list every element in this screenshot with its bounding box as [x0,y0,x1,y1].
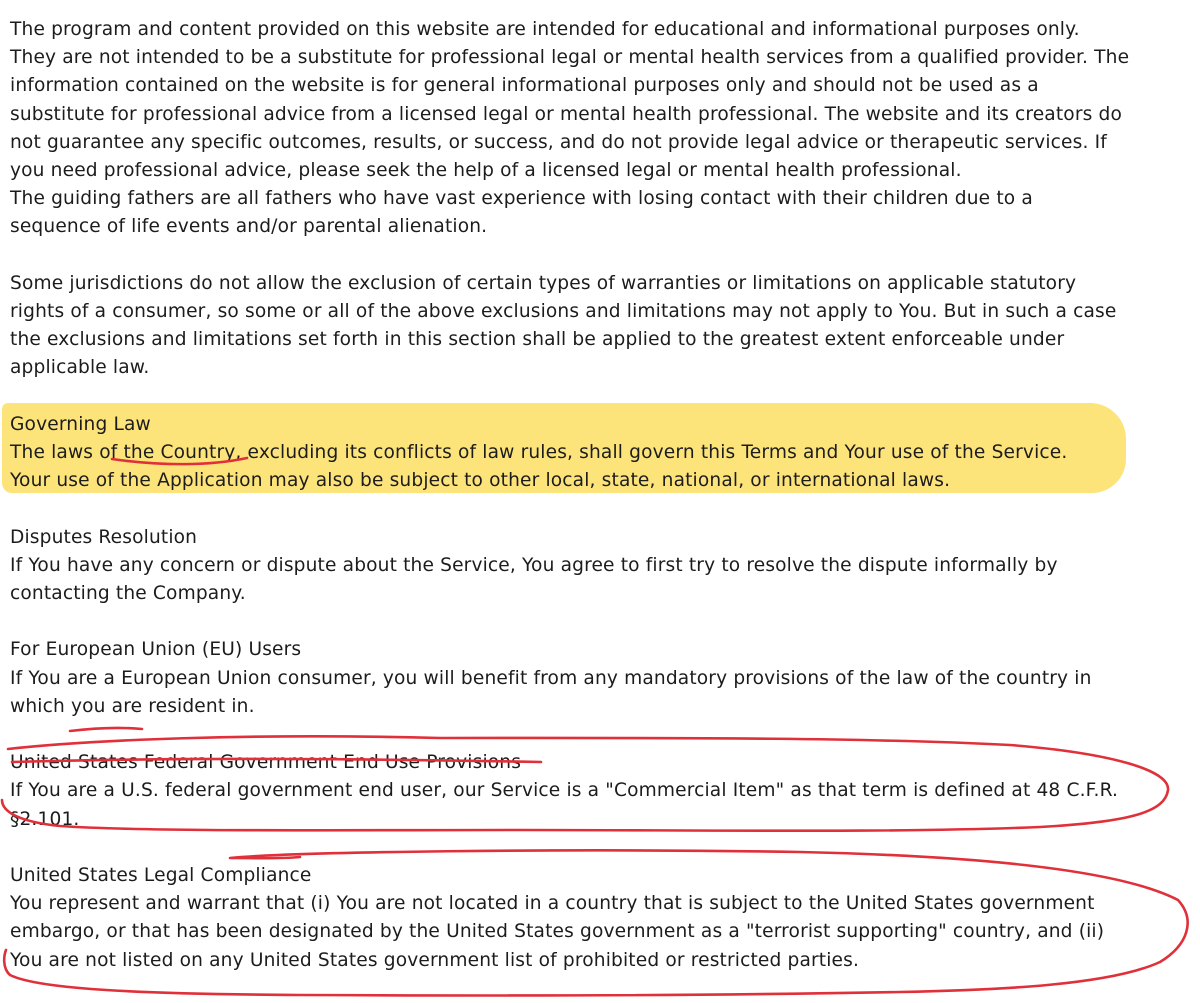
disclaimer-paragraph [10,16,1190,242]
governing-law-section [10,411,1190,496]
text-line: If You are a U.S. federal government end user, our Service is a "Commercial Item" as that term is defined at 48 C.F.R. [10,780,1119,802]
document-text [10,16,1190,1003]
jurisdictions-paragraph [10,270,1190,383]
text-line: The program and content provided on this website are intended for educational and informational purposes only. [10,19,1080,40]
section-heading: United States Federal Government End Use Provisions [10,752,522,774]
section-heading: Governing Law [10,413,151,435]
text-line: If You are a European Union consumer, you will benefit from any mandatory provisions of the law of the country in [10,667,1092,689]
eu-users-section [10,636,1190,721]
text-line: you need professional advice, please seek the help of a licensed legal or mental health professional. [10,160,962,182]
text-line: Your use of the Application may also be subject to other local, state, national, or international laws. [10,470,951,492]
text-line: They are not intended to be a substitute for professional legal or mental health services from a qualified provider. The [10,47,1130,69]
text-line: not guarantee any specific outcomes, results, or success, and do not provide legal advice or therapeutic services. If [10,131,1107,153]
text-line: information contained on the website is for general informational purposes only and should not be used as a [10,75,1039,97]
section-heading: United States Legal Compliance [10,865,312,886]
text-line: applicable law. [10,357,150,379]
text-line: substitute for professional advice from a licensed legal or mental health professional. The website and its creators do [10,103,1122,125]
text-line: You represent and warrant that (i) You are not located in a country that is subject to the United States government [10,893,1095,915]
disputes-resolution-section [10,524,1190,609]
section-heading: Disputes Resolution [10,526,198,548]
text-line: the exclusions and limitations set forth in this section shall be applied to the greatest extent enforceable under [10,329,1065,351]
section-heading: For European Union (EU) Users [10,639,302,661]
text-line: Some jurisdictions do not allow the exclusion of certain types of warranties or limitations on applicable statutory [10,272,1077,294]
text-line: which you are resident in. [10,695,255,717]
text-line: embargo, or that has been designated by the United States government as a "terrorist supporting" country, and (ii) [10,921,1105,943]
text-line: The guiding fathers are all fathers who have vast experience with losing contact with their children due to a [10,188,1033,210]
text-line: contacting the Company. [10,583,246,605]
us-legal-compliance-section [10,862,1190,975]
text-line: sequence of life events and/or parental alienation. [10,216,488,238]
text-line: §2.101. [10,808,80,830]
text-line: The laws of the Country, excluding its conflicts of law rules, shall govern this Terms and Your use of the Service. [10,442,1068,464]
us-federal-section [10,749,1190,834]
text-line: If You have any concern or dispute about the Service, You agree to first try to resolve the dispute informally by [10,554,1058,576]
text-line: You are not listed on any United States government list of prohibited or restricted parties. [10,949,860,971]
text-line: rights of a consumer, so some or all of the above exclusions and limitations may not apply to You. But in such a case [10,301,1117,323]
